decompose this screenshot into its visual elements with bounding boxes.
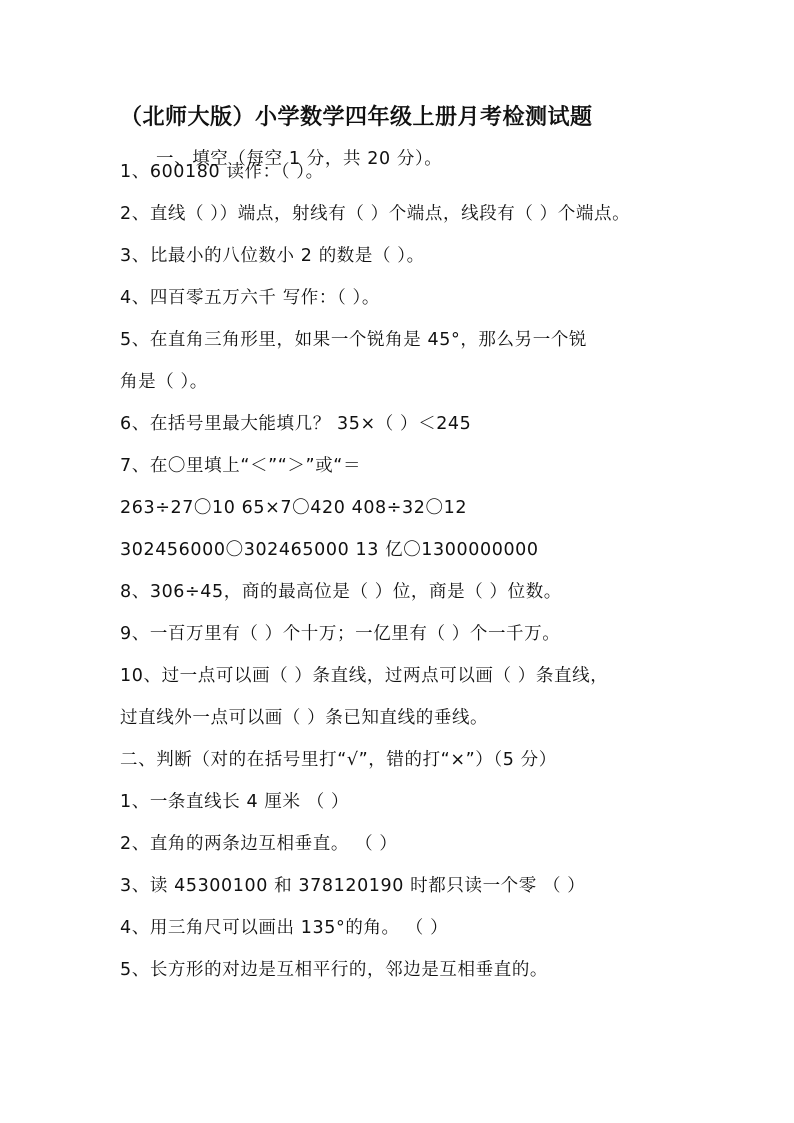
question-line: 9、一百万里有（ ）个十万；一亿里有（ ）个一千万。 (120, 624, 561, 644)
question-line: 角是（ ）。 (120, 372, 208, 392)
question-line: 2、直角的两条边互相垂直。 （ ） (120, 834, 398, 854)
question-line: 3、比最小的八位数小 2 的数是（ ）。 (120, 246, 425, 266)
question-line: 302456000〇302465000 13 亿〇1300000000 (120, 540, 539, 560)
question-line: 10、过一点可以画（ ）条直线，过两点可以画（ ）条直线， (120, 666, 609, 686)
question-line: 1、600180 读作：（ ）。 (120, 162, 324, 182)
question-line: 6、在括号里最大能填几？ 35×（ ）＜245 (120, 414, 472, 434)
question-line: 5、长方形的对边是互相平行的，邻边是互相垂直的。 (120, 960, 549, 980)
question-line: 过直线外一点可以画（ ）条已知直线的垂线。 (120, 708, 489, 728)
question-line: 7、在〇里填上“＜”“＞”或“＝ (120, 456, 362, 476)
section-heading-true-false: 二、判断（对的在括号里打“√”，错的打“×”）（5 分） (120, 750, 557, 770)
question-line: 4、用三角尺可以画出 135°的角。 （ ） (120, 918, 449, 938)
section-heading-fill-blank: 一、填空（每空 1 分，共 20 分）。 (156, 149, 443, 169)
page-title: （北师大版）小学数学四年级上册月考检测试题 (120, 104, 593, 130)
question-line: 5、在直角三角形里，如果一个锐角是 45°，那么另一个锐 (120, 330, 588, 350)
question-line: 263÷27〇10 65×7〇420 408÷32〇12 (120, 498, 468, 518)
question-line: 3、读 45300100 和 378120190 时都只读一个零 （ ） (120, 876, 586, 896)
question-line: 1、一条直线长 4 厘米 （ ） (120, 792, 350, 812)
question-line: 4、四百零五万六千 写作：（ ）。 (120, 288, 380, 308)
question-line: 2、直线（ ））端点，射线有（ ）个端点，线段有（ ）个端点。 (120, 204, 631, 224)
question-line: 8、306÷45，商的最高位是（ ）位，商是（ ）位数。 (120, 582, 562, 602)
